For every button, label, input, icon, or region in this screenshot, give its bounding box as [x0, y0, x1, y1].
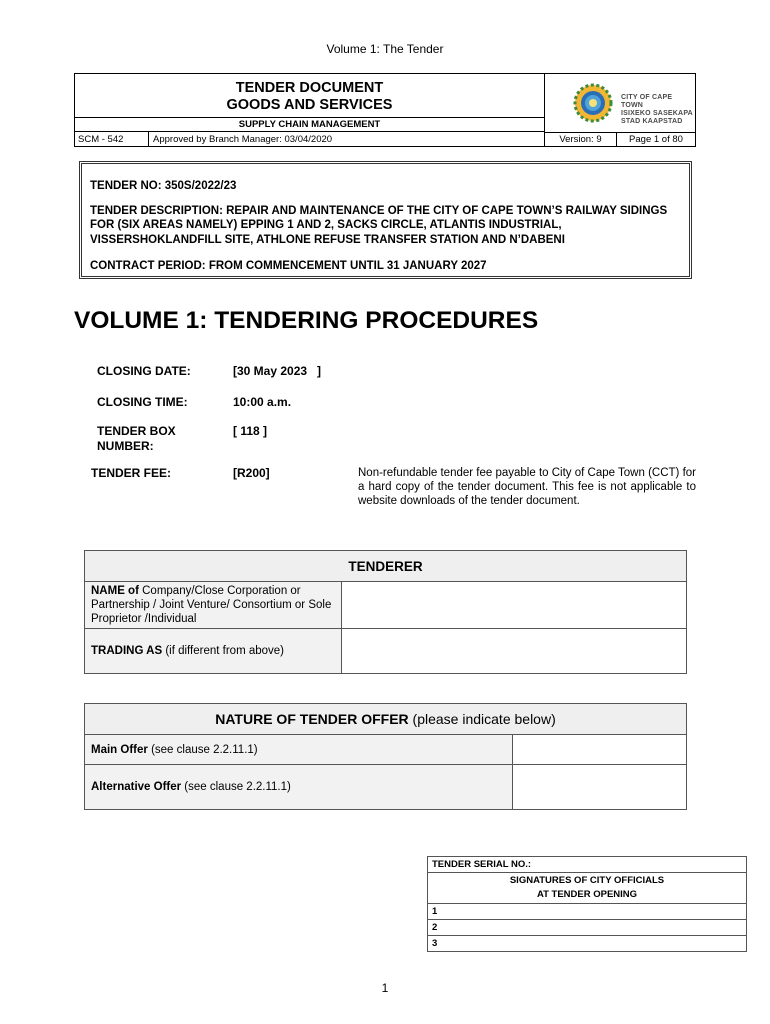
- tender-description: TENDER DESCRIPTION: REPAIR AND MAINTENANCE OF THE CITY OF CAPE TOWN’S RAILWAY SIDINGS FOR (SIX AREAS NAMELY) EPPING 1 AND 2, SACKS CIRCLE, ATLANTIS INDUSTRIAL, VISSERSHOKLANDFILL SITE, ATHLONE REFUSE TRANSFER STATION AND N’DABENI: [90, 204, 668, 246]
- tender-fee-note: Non-refundable tender fee payable to City of Cape Town (CCT) for a hard copy of the tender document. This fee is not applicable to website downloads of the tender document.: [358, 467, 696, 507]
- trading-as-field[interactable]: [342, 629, 687, 674]
- tender-fee-label: TENDER FEE:: [91, 466, 172, 480]
- doc-code: SCM - 542: [75, 132, 149, 147]
- page-count: Page 1 of 80: [629, 134, 683, 145]
- header-meta-row: [75, 132, 695, 147]
- nature-of-offer-table: [84, 703, 687, 810]
- signature-row[interactable]: 1: [428, 904, 747, 920]
- signatures-heading: SIGNATURES OF CITY OFFICIALS AT TENDER OPENING: [428, 873, 747, 904]
- tender-fee-value: [R200]: [233, 466, 270, 480]
- contract-period: CONTRACT PERIOD: FROM COMMENCEMENT UNTIL 31 JANUARY 2027: [90, 260, 487, 272]
- header-title-line2: GOODS AND SERVICES: [226, 97, 393, 113]
- approval-note: Approved by Branch Manager: 03/04/2020: [149, 132, 545, 147]
- tender-number: TENDER NO: 350S/2022/23: [90, 180, 237, 192]
- main-offer-field[interactable]: [513, 735, 687, 765]
- running-header: Volume 1: The Tender: [326, 42, 444, 56]
- trading-as-label: TRADING AS (if different from above): [85, 629, 342, 674]
- tender-box-value: [ 118 ]: [233, 424, 268, 438]
- company-name-field[interactable]: [342, 582, 687, 629]
- alternative-offer-label: Alternative Offer (see clause 2.2.11.1): [85, 765, 513, 810]
- tender-serial-table: [427, 856, 747, 952]
- signature-row[interactable]: 3: [428, 936, 747, 952]
- company-name-label: NAME of Company/Close Corporation or Partnership / Joint Venture/ Consortium or Sole Proprietor /Individual: [85, 582, 342, 629]
- tender-info-box: [79, 161, 692, 279]
- city-seal-icon: [573, 83, 613, 123]
- signature-row[interactable]: 2: [428, 920, 747, 936]
- main-offer-label: Main Offer (see clause 2.2.11.1): [85, 735, 513, 765]
- alternative-offer-field[interactable]: [513, 765, 687, 810]
- page-number: 1: [381, 981, 389, 995]
- closing-date-label: CLOSING DATE:: [97, 364, 191, 378]
- closing-time-value: 10:00 a.m.: [233, 395, 292, 409]
- closing-time-label: CLOSING TIME:: [97, 395, 188, 409]
- version: Version: 9: [545, 132, 617, 147]
- header-title-line1: TENDER DOCUMENT: [235, 80, 384, 96]
- city-logo-text: CITY OF CAPE TOWN ISIXEKO SASEKAPA STAD KAAPSTAD: [621, 94, 693, 125]
- nature-heading: NATURE OF TENDER OFFER (please indicate below): [85, 704, 687, 735]
- document-header-table: [74, 73, 696, 147]
- closing-date-value: [30 May 2023 ]: [233, 364, 322, 378]
- header-department: SUPPLY CHAIN MANAGEMENT: [75, 117, 544, 133]
- tenderer-table: [84, 550, 687, 674]
- city-logo: [545, 74, 695, 133]
- tender-box-label: TENDER BOX NUMBER:: [97, 424, 176, 453]
- header-title-cell: [75, 74, 545, 132]
- tender-serial-label: TENDER SERIAL NO.:: [428, 857, 747, 873]
- tenderer-heading: TENDERER: [85, 551, 687, 582]
- volume-title: VOLUME 1: TENDERING PROCEDURES: [74, 307, 539, 334]
